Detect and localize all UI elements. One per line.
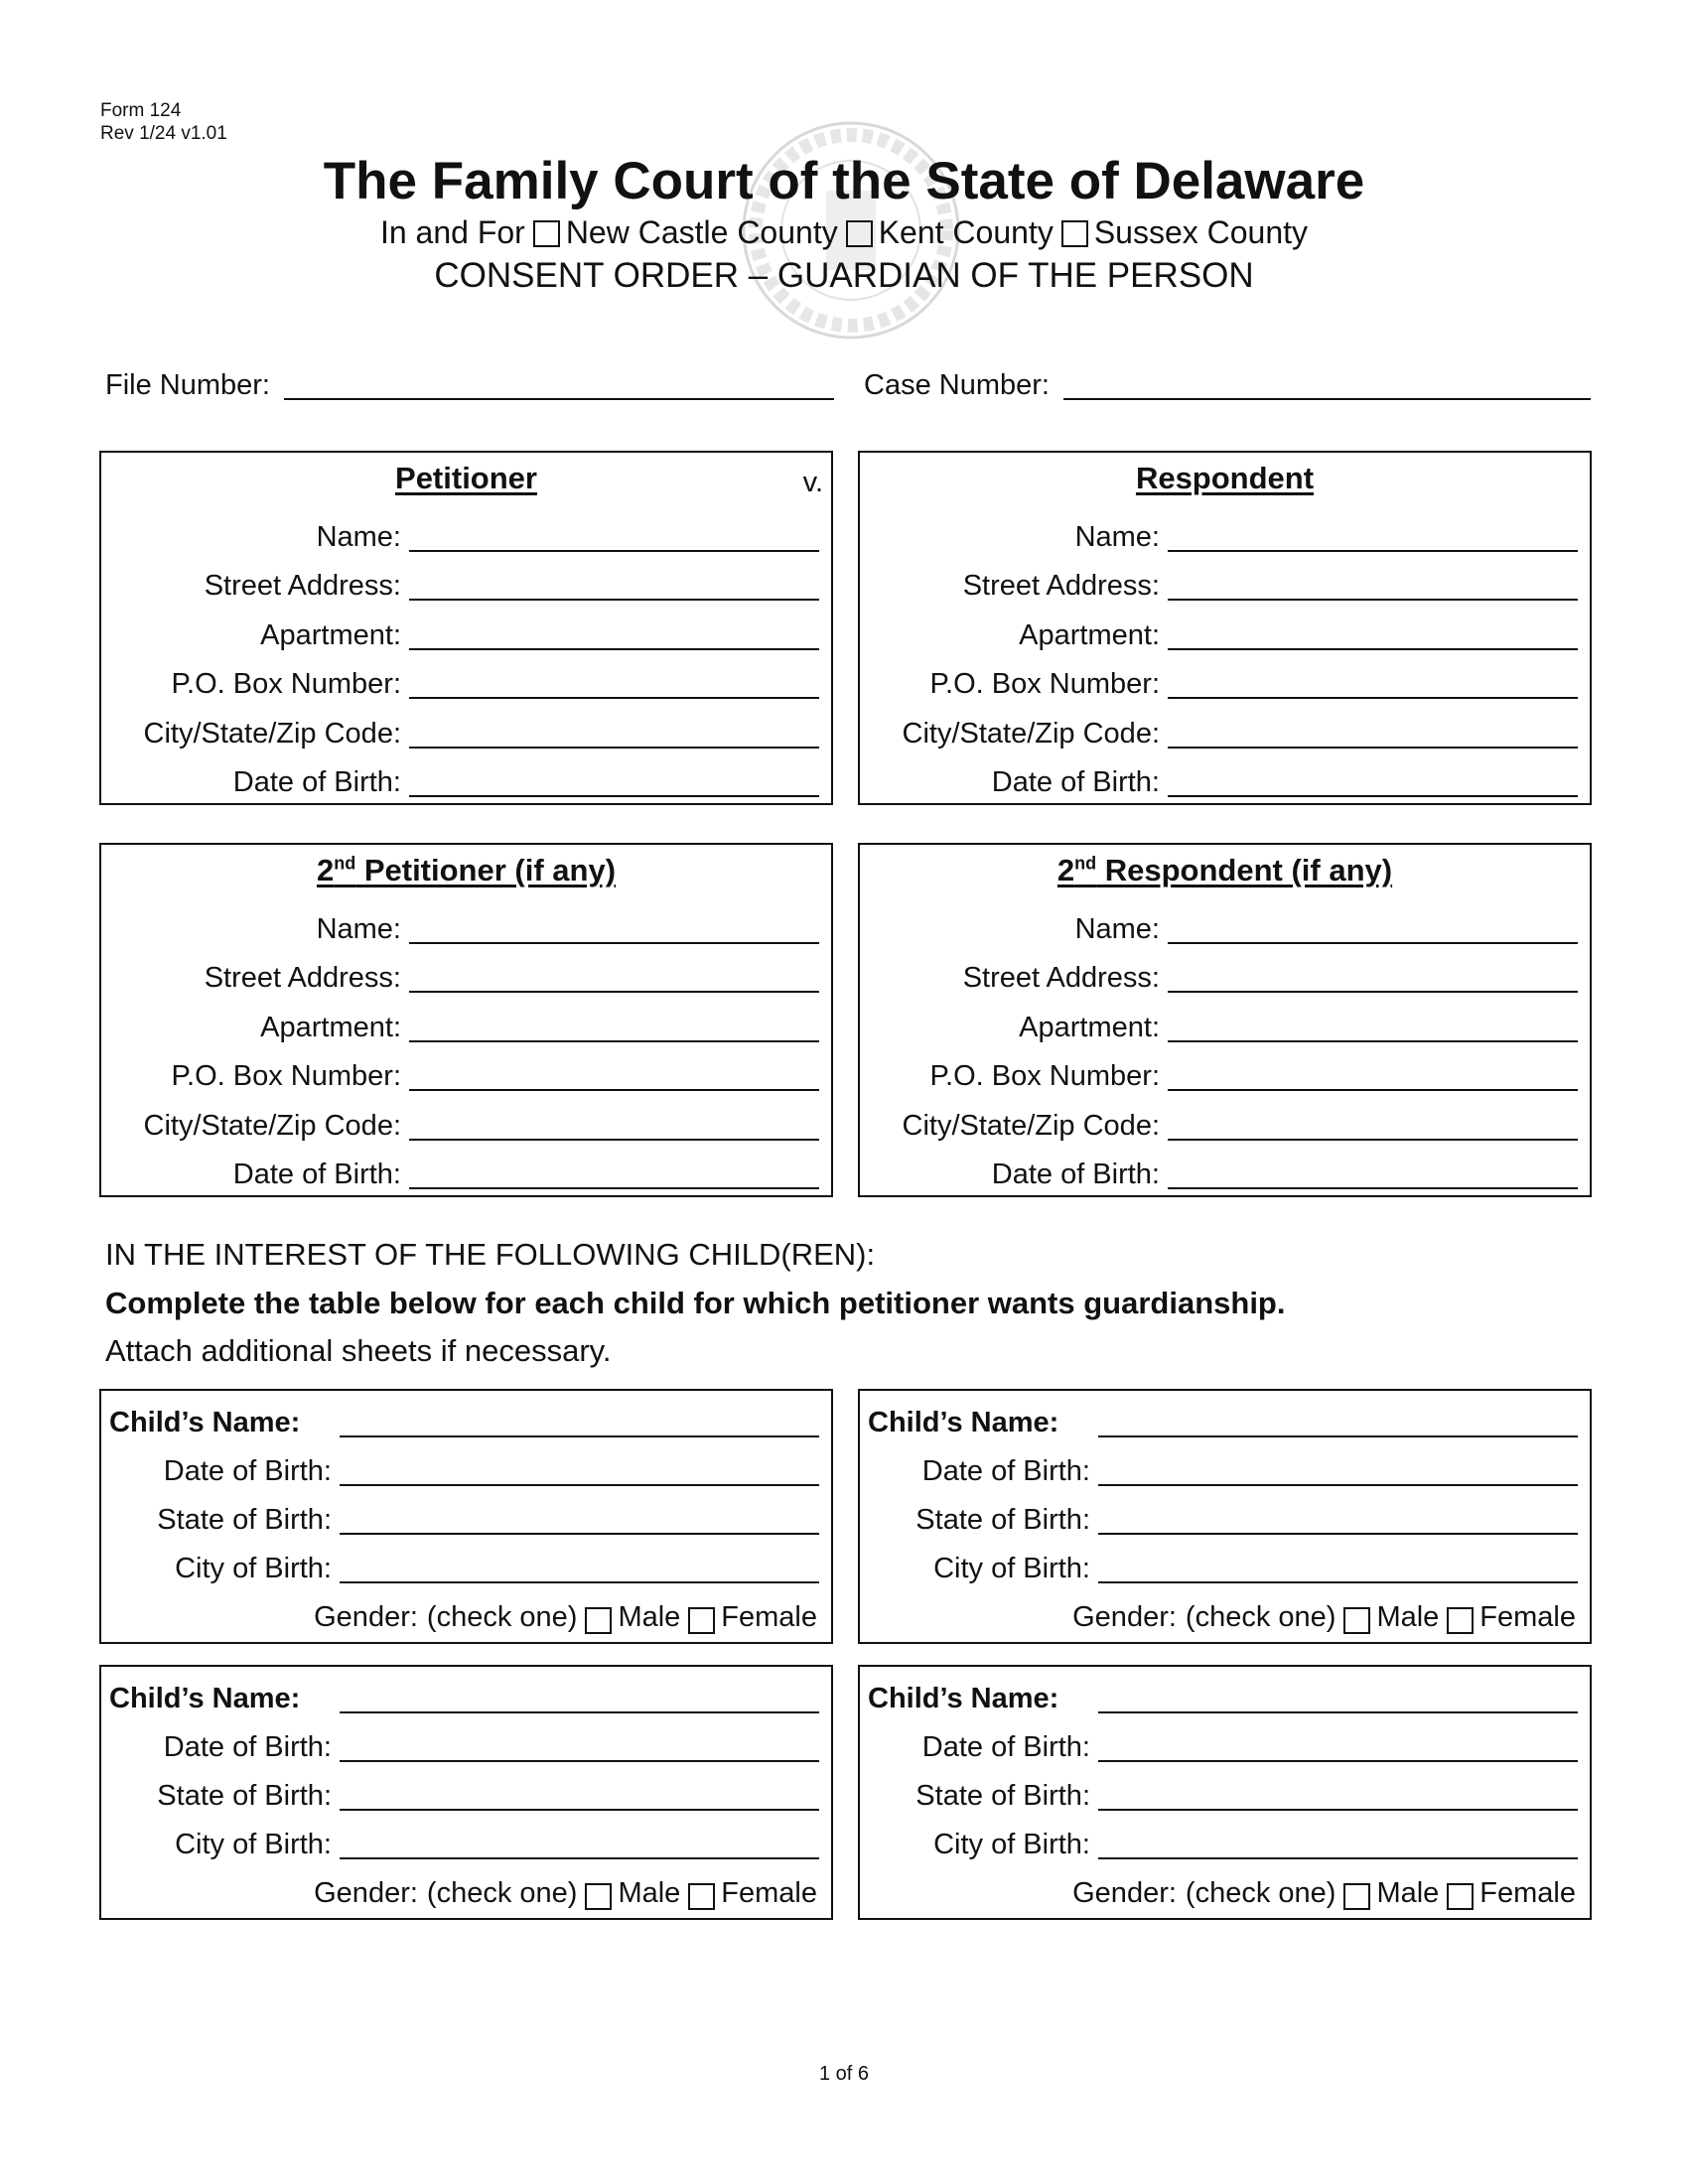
male-label: Male <box>618 1877 681 1909</box>
county-prefix: In and For <box>379 214 525 250</box>
field-input[interactable] <box>1168 647 1578 650</box>
heading-text: Respondent <box>1135 461 1315 495</box>
checkbox-kent[interactable] <box>846 220 873 247</box>
child-name-label: Child’s Name: <box>868 1407 1059 1438</box>
child-field-row <box>101 1764 831 1813</box>
gender-label: Gender: <box>1072 1601 1177 1633</box>
field-row <box>860 896 1590 946</box>
field-row <box>101 652 831 702</box>
field-label: Apartment: <box>1019 1011 1160 1043</box>
child-field-row <box>860 1813 1590 1861</box>
child-field-row <box>101 1439 831 1488</box>
field-input[interactable] <box>1168 549 1578 552</box>
page-number: 1 of 6 <box>818 2063 870 2085</box>
child-gender-row <box>101 1861 831 1910</box>
field-label: Street Address: <box>204 962 401 994</box>
child-state-input[interactable] <box>1098 1532 1578 1535</box>
field-input[interactable] <box>1168 1088 1578 1091</box>
field-row <box>860 1143 1590 1192</box>
check-one-hint: (check one) <box>1185 1877 1336 1909</box>
heading-ordinal: nd <box>334 853 356 874</box>
child-state-label: State of Birth: <box>157 1780 332 1812</box>
file-number-row <box>105 369 834 402</box>
child-field-row <box>860 1667 1590 1715</box>
child-dob-label: Date of Birth: <box>921 1731 1090 1763</box>
child-city-input[interactable] <box>1098 1856 1578 1859</box>
page-title: The Family Court of the State of Delaware <box>323 152 1365 210</box>
field-row <box>860 554 1590 604</box>
field-row <box>101 896 831 946</box>
child-dob-label: Date of Birth: <box>163 1455 332 1487</box>
field-input[interactable] <box>1168 941 1578 944</box>
child-dob-input[interactable] <box>1098 1483 1578 1486</box>
second-respondent-box <box>858 843 1592 1197</box>
checkbox-sussex[interactable] <box>1061 220 1088 247</box>
child-state-label: State of Birth: <box>915 1780 1090 1812</box>
heading-text: Petitioner <box>395 461 537 495</box>
county-new-castle-label: New Castle County <box>565 214 838 250</box>
box-heading <box>101 853 831 896</box>
field-row <box>860 603 1590 652</box>
check-one-hint: (check one) <box>1185 1601 1336 1633</box>
child-city-input[interactable] <box>340 1580 819 1583</box>
child-city-label: City of Birth: <box>175 1829 332 1860</box>
female-checkbox[interactable] <box>1447 1883 1474 1910</box>
child-name-input[interactable] <box>340 1434 819 1437</box>
children-heading: IN THE INTEREST OF THE FOLLOWING CHILD(REN): <box>105 1237 876 1272</box>
case-number-row <box>864 369 1591 402</box>
field-input[interactable] <box>409 1186 819 1189</box>
field-label: P.O. Box Number: <box>929 1060 1160 1092</box>
child-name-input[interactable] <box>1098 1710 1578 1713</box>
field-input[interactable] <box>409 746 819 749</box>
field-row <box>101 995 831 1044</box>
children-note: Attach additional sheets if necessary. <box>105 1333 612 1368</box>
field-input[interactable] <box>409 598 819 601</box>
male-label: Male <box>618 1601 681 1633</box>
field-input[interactable] <box>1168 598 1578 601</box>
child-state-input[interactable] <box>340 1532 819 1535</box>
child-name-label: Child’s Name: <box>109 1407 301 1438</box>
field-row <box>860 1093 1590 1143</box>
child-dob-label: Date of Birth: <box>921 1455 1090 1487</box>
child-box-4 <box>858 1665 1592 1920</box>
field-input[interactable] <box>1168 794 1578 797</box>
heading-text: Respondent (if any) <box>1096 853 1393 887</box>
child-city-input[interactable] <box>1098 1580 1578 1583</box>
child-city-label: City of Birth: <box>933 1829 1090 1860</box>
field-input[interactable] <box>409 794 819 797</box>
field-row <box>101 504 831 554</box>
child-dob-input[interactable] <box>340 1759 819 1762</box>
county-kent-label: Kent County <box>878 214 1054 250</box>
child-name-input[interactable] <box>1098 1434 1578 1437</box>
field-input[interactable] <box>1168 696 1578 699</box>
field-label: Name: <box>316 912 401 945</box>
field-input[interactable] <box>1168 1138 1578 1141</box>
heading-ordinal: nd <box>1074 853 1097 874</box>
field-row <box>860 946 1590 996</box>
field-label: Street Address: <box>962 570 1160 602</box>
child-box-2 <box>858 1389 1592 1644</box>
heading-number: 2 <box>316 853 335 887</box>
field-row <box>101 1044 831 1094</box>
child-box-1 <box>99 1389 833 1644</box>
field-row <box>860 652 1590 702</box>
child-field-row <box>860 1537 1590 1585</box>
field-row <box>860 995 1590 1044</box>
field-label: P.O. Box Number: <box>929 668 1160 700</box>
county-sussex-label: Sussex County <box>1093 214 1309 250</box>
box-heading <box>860 461 1590 504</box>
field-input[interactable] <box>409 549 819 552</box>
child-field-row <box>860 1439 1590 1488</box>
field-label: Name: <box>1074 520 1160 553</box>
field-label: Street Address: <box>962 962 1160 994</box>
field-label: Apartment: <box>1019 618 1160 651</box>
male-checkbox[interactable] <box>585 1883 612 1910</box>
gender-label: Gender: <box>1072 1877 1177 1909</box>
box-heading <box>860 853 1590 896</box>
child-city-input[interactable] <box>340 1856 819 1859</box>
field-label: Street Address: <box>204 570 401 602</box>
versus-label: v. <box>802 467 823 498</box>
child-city-label: City of Birth: <box>933 1553 1090 1584</box>
children-instruction: Complete the table below for each child for which petitioner wants guardianship. <box>105 1286 1286 1320</box>
gender-label: Gender: <box>314 1877 418 1909</box>
field-row <box>101 701 831 751</box>
field-row <box>860 751 1590 800</box>
child-name-input[interactable] <box>340 1710 819 1713</box>
female-checkbox[interactable] <box>1447 1607 1474 1634</box>
male-checkbox[interactable] <box>1343 1883 1370 1910</box>
field-label: Date of Birth: <box>232 1159 401 1190</box>
field-label: Date of Birth: <box>991 766 1160 798</box>
child-gender-row <box>860 1585 1590 1634</box>
child-field-row <box>860 1488 1590 1537</box>
female-checkbox[interactable] <box>688 1607 715 1634</box>
county-selector <box>0 214 1688 251</box>
child-dob-input[interactable] <box>1098 1759 1578 1762</box>
child-dob-input[interactable] <box>340 1483 819 1486</box>
box-heading <box>101 461 831 504</box>
case-number-field[interactable] <box>1063 397 1591 400</box>
heading-text: Petitioner (if any) <box>355 853 617 887</box>
child-field-row <box>101 1391 831 1439</box>
field-label: Apartment: <box>260 1011 401 1043</box>
female-label: Female <box>1479 1877 1576 1909</box>
field-row <box>101 554 831 604</box>
child-field-row <box>101 1715 831 1764</box>
field-input[interactable] <box>1168 746 1578 749</box>
female-checkbox[interactable] <box>688 1883 715 1910</box>
field-row <box>860 504 1590 554</box>
checkbox-new-castle[interactable] <box>533 220 560 247</box>
field-row <box>101 946 831 996</box>
field-row <box>101 1143 831 1192</box>
male-label: Male <box>1376 1601 1440 1633</box>
file-number-label: File Number: <box>105 369 270 401</box>
field-label: Apartment: <box>260 618 401 651</box>
child-field-row <box>101 1667 831 1715</box>
field-input[interactable] <box>409 990 819 993</box>
male-label: Male <box>1376 1877 1440 1909</box>
field-input[interactable] <box>409 696 819 699</box>
file-number-field[interactable] <box>284 397 834 400</box>
field-label: Date of Birth: <box>232 766 401 798</box>
field-input[interactable] <box>409 1088 819 1091</box>
field-input[interactable] <box>1168 1039 1578 1042</box>
field-input[interactable] <box>409 647 819 650</box>
field-label: City/State/Zip Code: <box>902 717 1160 750</box>
field-label: P.O. Box Number: <box>171 1060 401 1092</box>
female-label: Female <box>1479 1601 1576 1633</box>
child-box-3 <box>99 1665 833 1920</box>
form-id: Form 124 <box>100 100 182 121</box>
respondent-box <box>858 451 1592 805</box>
field-row <box>101 603 831 652</box>
child-gender-row <box>101 1585 831 1634</box>
check-one-hint: (check one) <box>426 1601 578 1633</box>
document-subtitle: CONSENT ORDER – GUARDIAN OF THE PERSON <box>434 256 1254 295</box>
second-petitioner-box <box>99 843 833 1197</box>
child-city-label: City of Birth: <box>175 1553 332 1584</box>
child-field-row <box>101 1488 831 1537</box>
field-input[interactable] <box>409 1138 819 1141</box>
gender-label: Gender: <box>314 1601 418 1633</box>
field-label: City/State/Zip Code: <box>143 717 401 750</box>
case-number-label: Case Number: <box>864 369 1050 401</box>
field-label: City/State/Zip Code: <box>902 1109 1160 1142</box>
field-input[interactable] <box>409 941 819 944</box>
field-row <box>860 1044 1590 1094</box>
field-label: P.O. Box Number: <box>171 668 401 700</box>
child-field-row <box>860 1764 1590 1813</box>
child-dob-label: Date of Birth: <box>163 1731 332 1763</box>
child-name-label: Child’s Name: <box>109 1683 301 1714</box>
child-state-label: State of Birth: <box>157 1504 332 1536</box>
child-field-row <box>101 1537 831 1585</box>
child-name-label: Child’s Name: <box>868 1683 1059 1714</box>
field-label: Name: <box>316 520 401 553</box>
female-label: Female <box>721 1601 817 1633</box>
field-row <box>860 701 1590 751</box>
child-state-input[interactable] <box>1098 1808 1578 1811</box>
field-label: Date of Birth: <box>991 1159 1160 1190</box>
child-state-label: State of Birth: <box>915 1504 1090 1536</box>
female-label: Female <box>721 1877 817 1909</box>
child-state-input[interactable] <box>340 1808 819 1811</box>
heading-number: 2 <box>1056 853 1075 887</box>
petitioner-box <box>99 451 833 805</box>
child-field-row <box>101 1813 831 1861</box>
male-checkbox[interactable] <box>585 1607 612 1634</box>
child-gender-row <box>860 1861 1590 1910</box>
field-label: Name: <box>1074 912 1160 945</box>
child-field-row <box>860 1391 1590 1439</box>
field-input[interactable] <box>1168 1186 1578 1189</box>
male-checkbox[interactable] <box>1343 1607 1370 1634</box>
field-input[interactable] <box>409 1039 819 1042</box>
form-revision: Rev 1/24 v1.01 <box>100 123 227 144</box>
field-label: City/State/Zip Code: <box>143 1109 401 1142</box>
field-input[interactable] <box>1168 990 1578 993</box>
child-field-row <box>860 1715 1590 1764</box>
field-row <box>101 751 831 800</box>
field-row <box>101 1093 831 1143</box>
check-one-hint: (check one) <box>426 1877 578 1909</box>
